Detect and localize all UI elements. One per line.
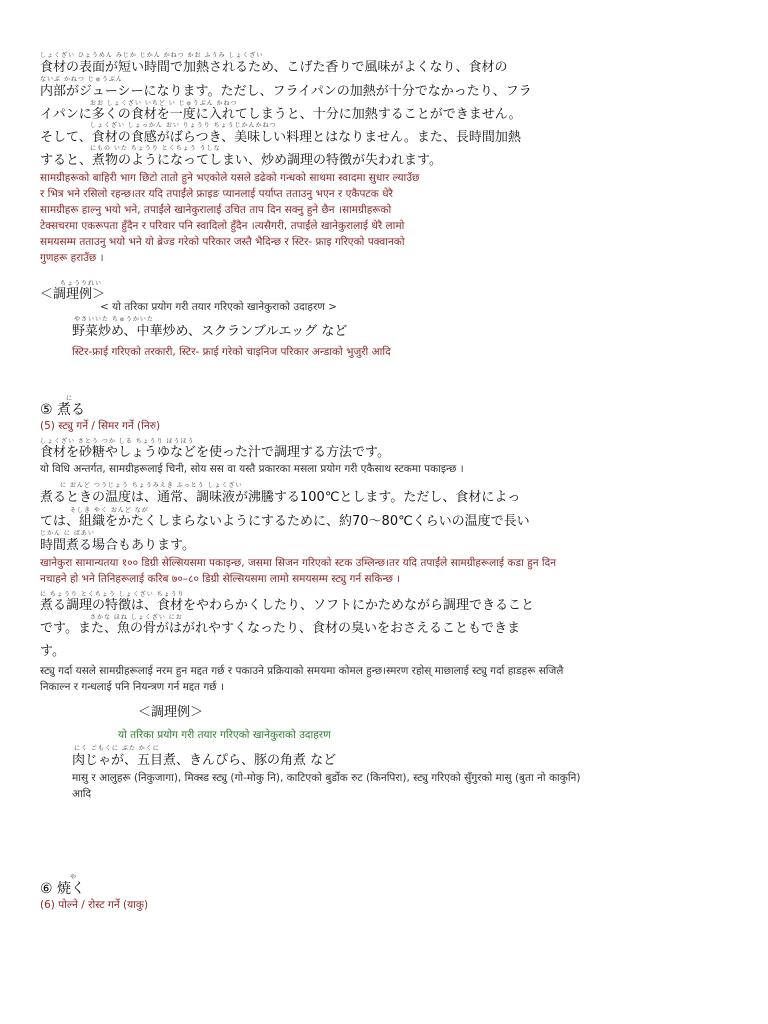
furigana: にもの いた ちょうり とくちょう うしな bbox=[90, 145, 221, 152]
furigana: やさいいた ちゅうかいた bbox=[74, 316, 154, 323]
jp-line: そして、食材の食感がばらつき、美味しい料理とはなりません。また、長時間加熱 bbox=[40, 130, 521, 145]
furigana: に bbox=[66, 395, 74, 402]
np-line: सामग्रीहरूको बाहिरी भाग छिटो तातो हुने भएकोले यसले डढेको गन्धको साथमा स्वादमा सुधार ल्याउँछ bbox=[40, 172, 420, 184]
example-jp: 野菜炒め、中華炒め、スクランブルエッグ など bbox=[72, 324, 348, 339]
example-np: आदि bbox=[72, 788, 92, 800]
example-np: स्टिर-फ्राई गरिएको तरकारी, स्टिर- फ्राई गरेको चाइनिज परिकार अन्डाको भुजुरी आदि bbox=[72, 346, 391, 358]
example-np-title: यो तरिका प्रयोग गरी तयार गरिएको खानेकुराको उदाहरण bbox=[118, 729, 331, 741]
furigana: じかん に ばあい bbox=[40, 530, 95, 537]
jp-line: です。また、魚の骨がはがれやすくなったり、食材の臭いをおさえることもできま bbox=[40, 621, 520, 636]
jp-line: イパンに多くの食材を一度に入れてしまうと、十分に加熱することができません。 bbox=[40, 107, 522, 122]
furigana: にく ごもくに ぶた かくに bbox=[74, 745, 160, 752]
furigana: そしき やく おんど なが bbox=[70, 507, 149, 514]
np-line: स्ट्यु गर्दा यसले सामग्रीहरूलाई नरम हुन मद्दत गर्छ र पकाउने प्रक्रियाको समयमा कोमल हुन्छ।स्मरण रहोस् माछालाई स्ट्यु गर्दा हाडहरू सजिलै bbox=[40, 665, 564, 677]
jp-line: 内部がジューシーになります。ただし、フライパンの加熱が十分でなかったり、フラ bbox=[40, 84, 532, 99]
jp-line: すると、煮物のようになってしまい、炒め調理の特徴が失われます。 bbox=[40, 153, 442, 168]
furigana: しょくざい さとう つか しる ちょうり ほうほう bbox=[40, 438, 195, 445]
np-line: खानेकुरा सामान्यतया १०० डिग्री सेल्सियसमा पकाइन्छ, जसमा सिजन गरिएको स्टक उम्लिन्छ।तर यदि तपाईंले सामग्रीहरूलाई कडा हुन दिन bbox=[40, 557, 557, 569]
example-heading: ＜調理例＞ bbox=[138, 705, 204, 720]
furigana: に おんど つうじょう ちょうみえき ふっとう しょくざい bbox=[60, 482, 243, 489]
jp-line: 煮る調理の特徴は、食材をやわらかくしたり、ソフトにかためながら調理できること bbox=[40, 598, 535, 613]
furigana: おお しょくざい いちど い じゅうぶん かねつ bbox=[90, 100, 238, 107]
np-line: टेक्सचरमा एकरूपता हुँदैन र परिवार पनि स्वादिलो हुँदैन ।त्यसैगरी, तपाईंले खानेकुरालाई धेरै लामो bbox=[40, 220, 405, 232]
jp-line: 時間煮る場合もあります。 bbox=[40, 538, 195, 553]
section-heading-np: (5) स्ट्यु गर्ने / सिमर गर्ने (निरु) bbox=[40, 420, 161, 432]
jp-line: 食材の表面が短い時間で加熱されるため、こげた香りで風味がよくなり、食材の bbox=[40, 60, 508, 75]
jp-line: 食材を砂糖やしょうゆなどを使った汁で調理する方法です。 bbox=[40, 445, 390, 460]
furigana: しょくざい しょっかん おい りょうり ちょうじかんかねつ bbox=[90, 122, 277, 129]
furigana: さかな ほね しょくざい にお bbox=[90, 614, 183, 621]
section-heading-np: (6) पोल्ने / रोस्ट गर्ने (याकु) bbox=[40, 899, 149, 911]
example-np-title: < यो तरिका प्रयोग गरी तयार गरिएको खानेकुराको उदाहरण > bbox=[100, 301, 337, 313]
furigana: しょくざい ひょうめん みじか じかん かねつ かお ふうみ しょくざい bbox=[40, 52, 264, 59]
furigana: や bbox=[70, 874, 78, 881]
jp-line: 煮るときの温度は、通常、調味液が沸騰する100℃とします。ただし、食材によっ bbox=[40, 490, 521, 505]
section-heading: ⑤ 煮る bbox=[40, 402, 86, 418]
np-line: निकाल्न र गन्धलाई पनि नियन्त्रण गर्न मद्दत गर्छ । bbox=[40, 681, 224, 693]
furigana: に ちょうり とくちょう しょくざい ちょうり bbox=[40, 591, 185, 598]
np-line: यो विधि अन्तर्गत, सामग्रीहरूलाई चिनी, सोय सस वा यस्तै प्रकारका मसला प्रयोग गरी एकैसाथ स्टकमा पकाइन्छ । bbox=[40, 463, 464, 475]
furigana: ないぶ かねつ じゅうぶん bbox=[40, 76, 123, 83]
jp-line: す。 bbox=[40, 644, 65, 659]
np-line: गुणहरू हराउँछ । bbox=[40, 252, 104, 264]
section-heading: ⑥ 焼く bbox=[40, 881, 86, 897]
np-line: नचाहने हो भने तिनिहरूलाई करिब ७०–८० डिग्री सेल्सियसमा लामो समयसम्म स्ट्यु गर्न सकिन्छ । bbox=[40, 573, 401, 585]
example-jp: 肉じゃが、五目煮、きんぴら、豚の角煮 など bbox=[72, 753, 337, 768]
np-line: सामग्रीहरू हाल्नु भयो भने, तपाईंले खानेकुरालाई उचित ताप दिन सक्नु हुने छैन ।सामग्रीहरूको bbox=[40, 204, 392, 216]
np-line: र भित्र भने रसिलो रहन्छ।तर यदि तपाईंले फ्राइङ प्यानलाई पर्याप्त तताउनु भएन र एकैपटक धेरै bbox=[40, 188, 393, 200]
jp-line: ては、組織をかたくしまらないようにするために、約70～80℃くらいの温度で長い bbox=[40, 514, 530, 529]
example-np: मासु र आलुहरू (निकुजागा), मिक्स्ड स्ट्यु (गो-मोकु नि), काटिएको बुर्डोक रुट (किनपिरा), स्ट्यु गरिएको सुँगुरको मासु (बुता नो काकुनि) bbox=[72, 772, 581, 784]
furigana: ちょうりれい bbox=[60, 280, 103, 287]
example-heading: ＜調理例＞ bbox=[40, 287, 106, 302]
np-line: समयसम्म तताउनु भयो भने यो ब्रेज्ड गरेको परिकार जस्तै भैदिन्छ र स्टिर- फ्राइ गरिएको पक्वानको bbox=[40, 236, 405, 248]
